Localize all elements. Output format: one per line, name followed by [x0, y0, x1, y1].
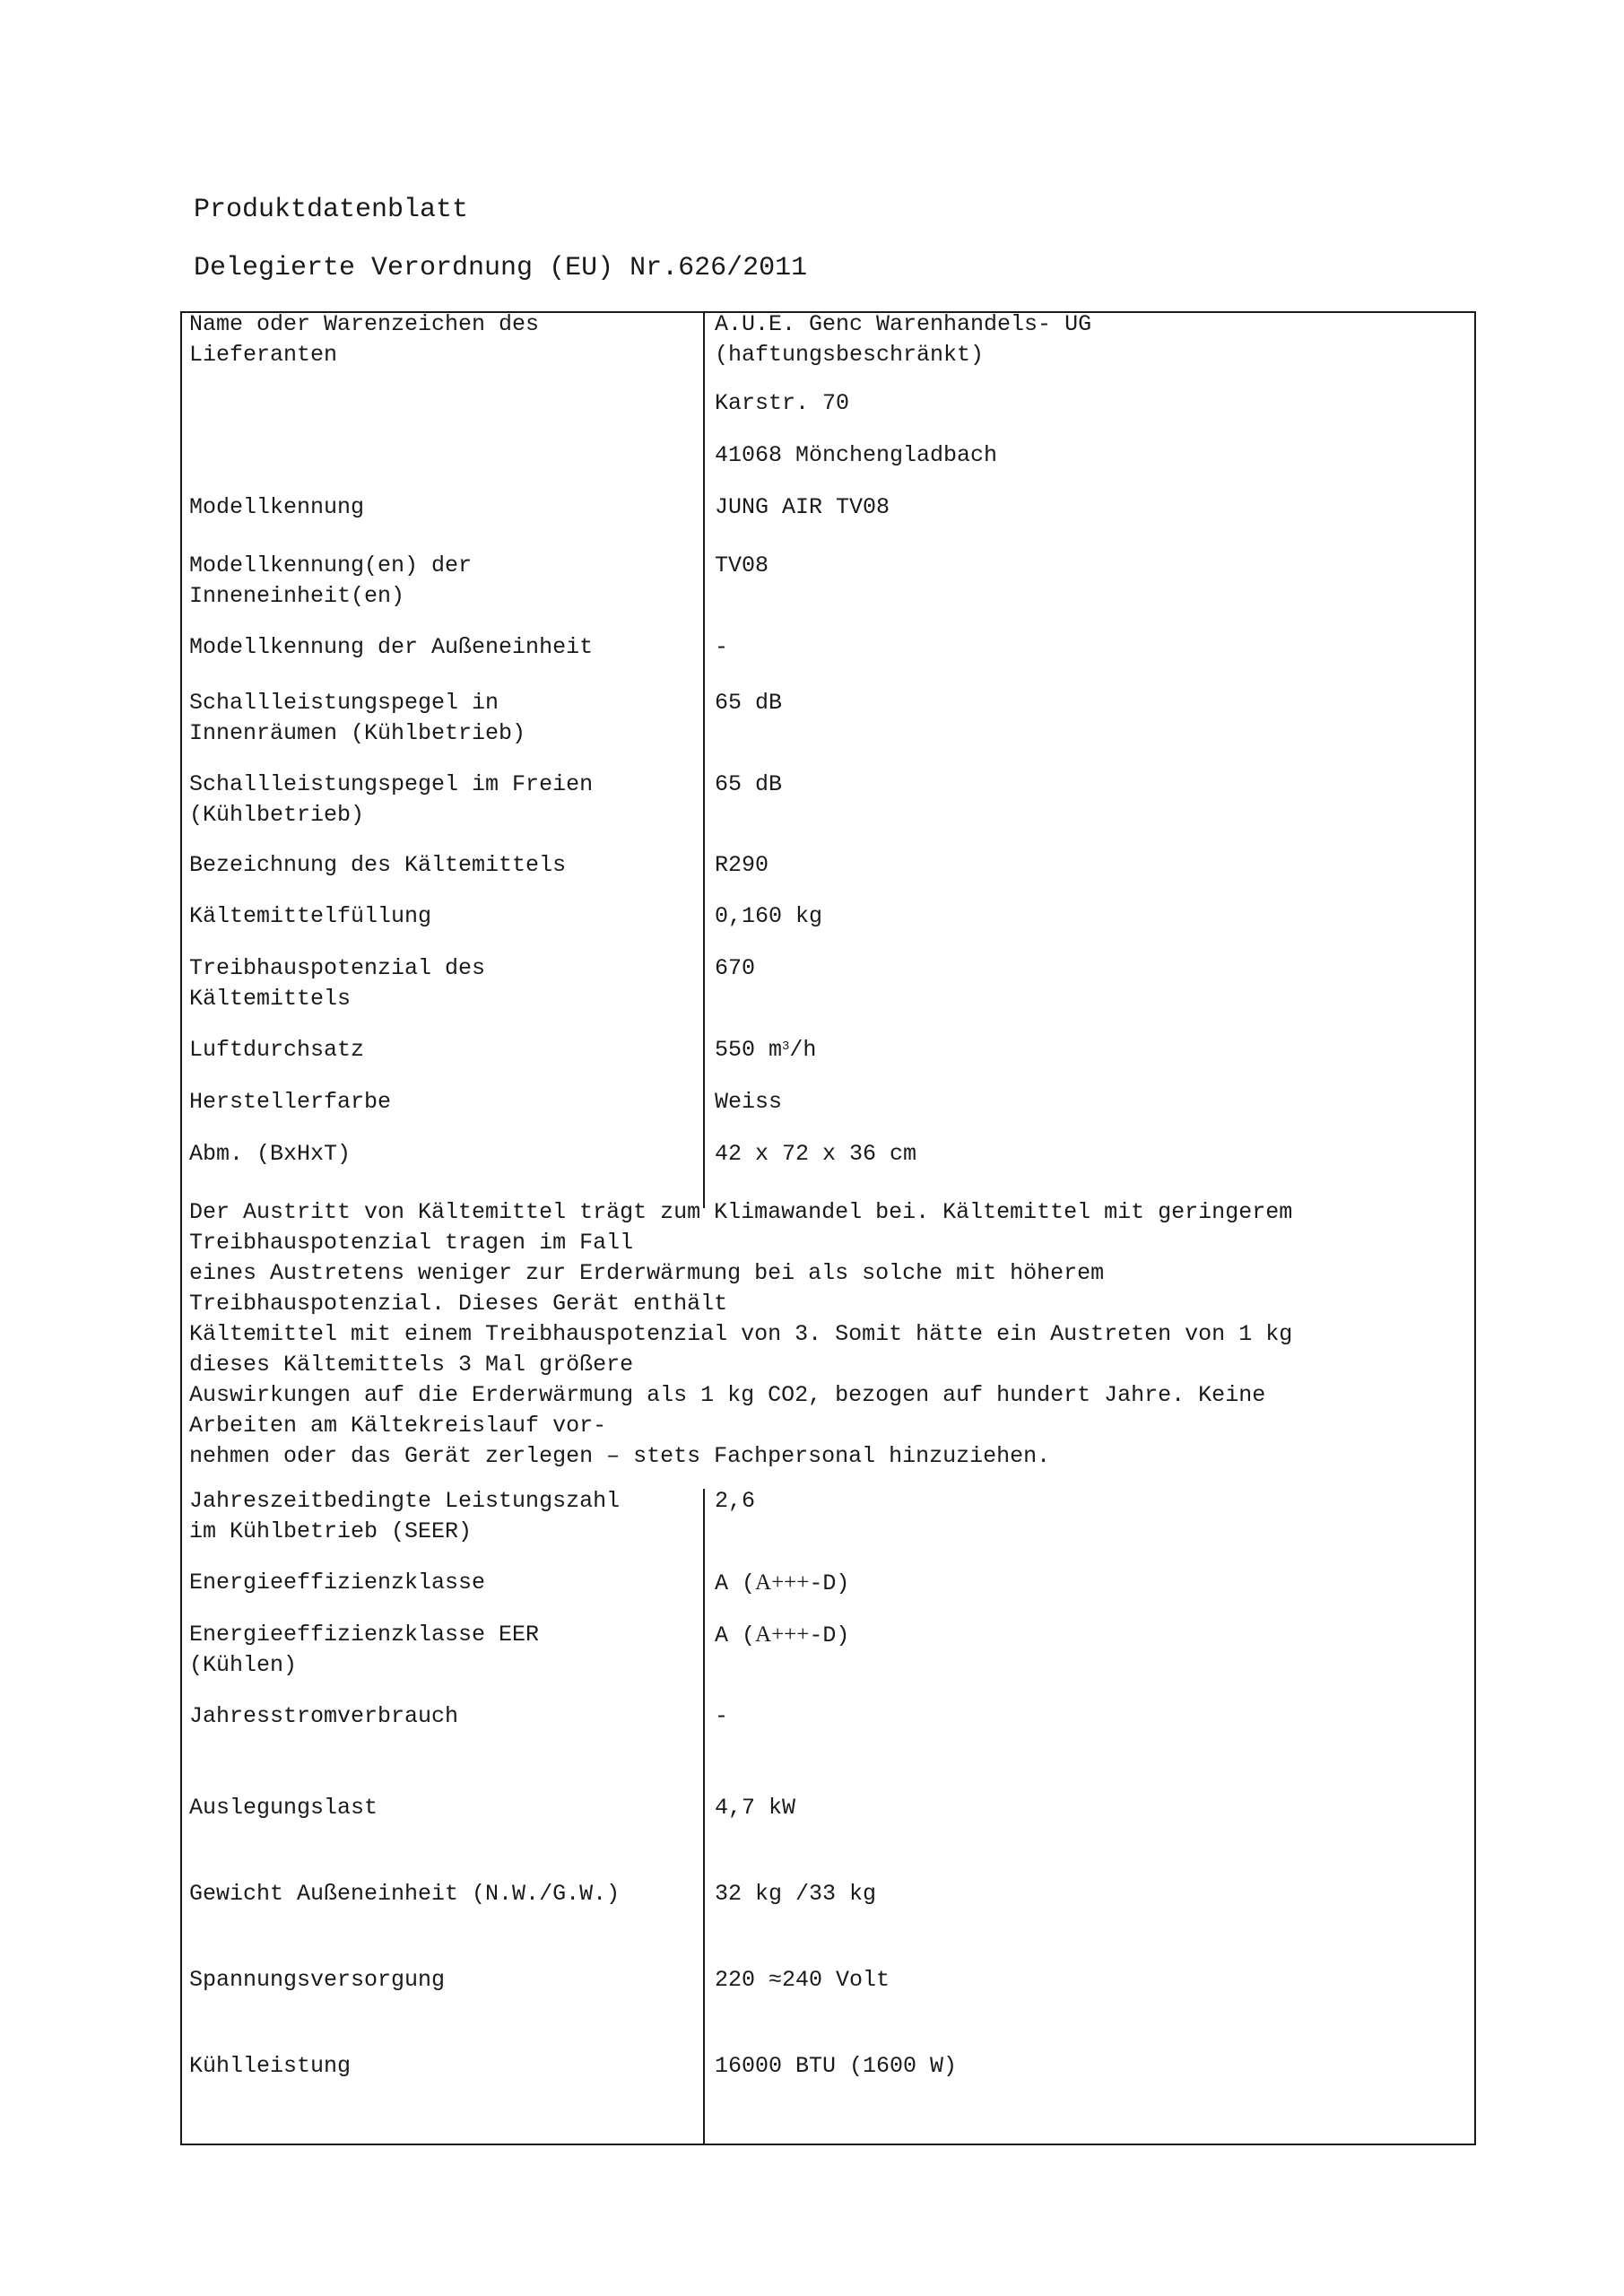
row-color-label: Herstellerfarbe [189, 1089, 392, 1115]
row-cooling-capacity-value: 16000 BTU (1600 W) [715, 2053, 958, 2079]
row-energy-class-label: Energieeffizienzklasse [189, 1570, 486, 1596]
row-airflow-value: 550 $m^3/h$ [715, 1037, 817, 1063]
row-seer-label [189, 1486, 620, 1547]
row-refrigerant-charge-label: Kältemittelfüllung [189, 903, 432, 929]
row-refrigerant-charge-value: 0,160 kg [715, 903, 823, 929]
row-energy-class-eer-value: A (A+++-D) [715, 1622, 850, 1648]
note-line: Arbeiten am Kältekreislauf vor- [189, 1413, 607, 1439]
note-line: nehmen oder das Gerät zerlegen – stets Fachpersonal hinzuziehen. [189, 1443, 1051, 1469]
note-line: Auswirkungen auf die Erderwärmung als 1 kg CO2, bezogen auf hundert Jahre. Keine [189, 1382, 1266, 1408]
row-annual-consumption-value: - [715, 1703, 729, 1729]
row-sound-outdoor-label [189, 770, 593, 831]
row-weight-value: 32 kg /33 kg [715, 1881, 877, 1907]
document-title: Produktdatenblatt [194, 195, 469, 225]
row-model-id-value: JUNG AIR TV08 [715, 494, 890, 520]
column-divider-lower [703, 1489, 705, 2144]
row-model-id-label: Modellkennung [189, 494, 365, 520]
row-gwp-value: 670 [715, 955, 756, 981]
regulation-reference: Delegierte Verordnung (EU) Nr.626/2011 [194, 253, 808, 283]
label-line: Jahreszeitbedingte Leistungszahl [189, 1488, 621, 1514]
supplier-label [189, 309, 539, 370]
label-line: (Kühlbetrieb) [189, 802, 365, 828]
label-line: (Kühlen) [189, 1652, 298, 1678]
value-line: A.U.E. Genc Warenhandels- UG [715, 311, 1092, 337]
supplier-company [715, 309, 1091, 370]
note-line: dieses Kältemittels 3 Mal größere [189, 1352, 634, 1378]
row-sound-outdoor-value: 65 dB [715, 771, 783, 797]
row-indoor-model-value: TV08 [715, 552, 769, 578]
row-seer-value: 2,6 [715, 1488, 756, 1514]
row-indoor-model-label [189, 551, 472, 612]
refrigerant-note [189, 1197, 1454, 1472]
row-outdoor-model-label: Modellkennung der Außeneinheit [189, 634, 594, 660]
row-dimensions-value: 42 x 72 x 36 cm [715, 1141, 917, 1167]
row-cooling-capacity-label: Kühlleistung [189, 2053, 352, 2079]
row-airflow-label: Luftdurchsatz [189, 1037, 365, 1063]
row-dimensions-label: Abm. (BxHxT) [189, 1141, 352, 1167]
row-refrigerant-label: Bezeichnung des Kältemittels [189, 852, 567, 878]
label-line: Kältemittels [189, 986, 352, 1012]
label-line: Energieeffizienzklasse EER [189, 1622, 540, 1648]
row-weight-label: Gewicht Außeneinheit (N.W./G.W.) [189, 1881, 621, 1907]
note-line: eines Austretens weniger zur Erderwärmung bei als solche mit höherem [189, 1260, 1105, 1286]
row-gwp-label [189, 953, 485, 1014]
label-line: Innenräumen (Kühlbetrieb) [189, 720, 526, 746]
row-outdoor-model-value: - [715, 634, 729, 660]
row-design-load-label: Auslegungslast [189, 1795, 378, 1821]
row-sound-indoor-value: 65 dB [715, 690, 783, 716]
row-energy-class-eer-label [189, 1620, 539, 1681]
label-line: Modellkennung(en) der [189, 552, 473, 578]
label-line: Schallleistungspegel in [189, 690, 499, 716]
row-design-load-value: 4,7 kW [715, 1795, 796, 1821]
row-power-supply-label: Spannungsversorgung [189, 1967, 446, 1993]
note-line: Kältemittel mit einem Treibhauspotenzial von 3. Somit hätte ein Austreten von 1 kg [189, 1321, 1293, 1347]
column-divider-upper [703, 311, 705, 1208]
supplier-street: Karstr. 70 [715, 390, 850, 416]
row-refrigerant-value: R290 [715, 852, 769, 878]
note-line: Der Austritt von Kältemittel trägt zum Klimawandel bei. Kältemittel mit geringerem [189, 1199, 1293, 1225]
row-color-value: Weiss [715, 1089, 783, 1115]
row-sound-indoor-label [189, 688, 525, 749]
label-line: Schallleistungspegel im Freien [189, 771, 594, 797]
row-power-supply-value: 220 ≈240 Volt [715, 1967, 890, 1993]
label-line: Lieferanten [189, 342, 338, 368]
note-line: Treibhauspotenzial. Dieses Gerät enthält [189, 1291, 728, 1317]
note-line: Treibhauspotenzial tragen im Fall [189, 1230, 634, 1256]
label-line: Treibhauspotenzial des [189, 955, 486, 981]
row-annual-consumption-label: Jahresstromverbrauch [189, 1703, 459, 1729]
label-line: Inneneinheit(en) [189, 583, 405, 609]
supplier-city: 41068 Mönchengladbach [715, 442, 998, 468]
value-line: (haftungsbeschränkt) [715, 342, 985, 368]
label-line: Name oder Warenzeichen des [189, 311, 540, 337]
label-line: im Kühlbetrieb (SEER) [189, 1518, 473, 1544]
row-energy-class-value: A (A+++-D) [715, 1570, 850, 1596]
